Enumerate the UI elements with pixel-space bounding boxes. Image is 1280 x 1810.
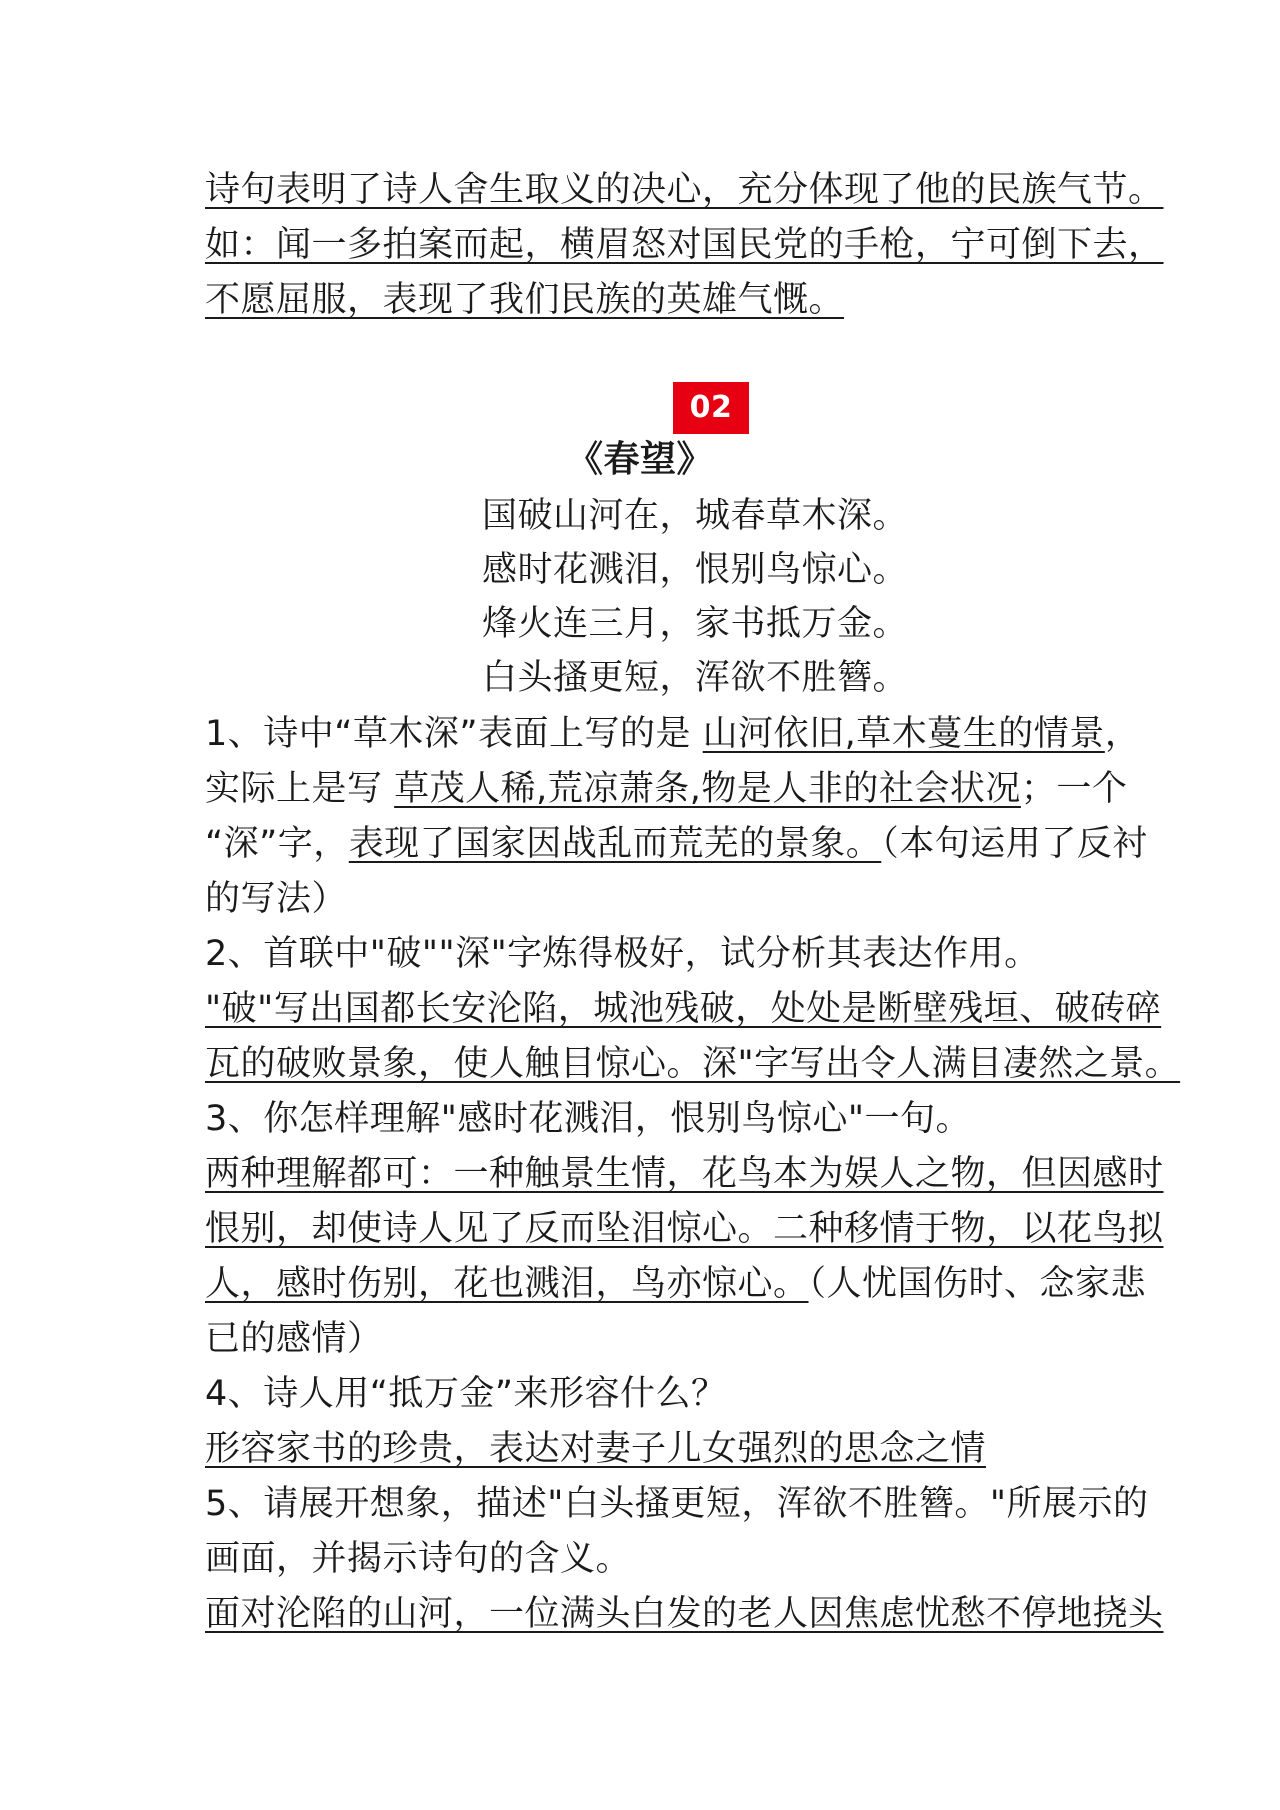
q3-question: 3、你怎样理解"感时花溅泪，恨别鸟惊心"一句。 bbox=[205, 1099, 971, 1139]
poem-title: 《春望》 bbox=[566, 439, 713, 480]
q1-question-text-4: “深”字， bbox=[205, 824, 349, 864]
intro-line-1: 诗句表明了诗人舍生取义的决心，充分体现了他的民族气节。 bbox=[205, 170, 1164, 210]
q1-question-text-3: ；一个 bbox=[1020, 769, 1128, 809]
poem-line-4: 白头搔更短，浑欲不胜簪。 bbox=[482, 658, 909, 698]
q3-answer-line-1: 两种理解都可：一种触景生情，花鸟本为娱人之物，但因感时 bbox=[205, 1154, 1164, 1194]
q1-note: （本句运用了反衬 bbox=[881, 824, 1148, 864]
q2-answer-line-2: 瓦的破败景象，使人触目惊心。深"字写出令人满目凄然之景。 bbox=[205, 1044, 1181, 1084]
q1-answer-2: 草茂人稀,荒凉萧条,物是人非的社会状况 bbox=[394, 769, 1021, 809]
q2-answer-line-1: "破"写出国都长安沦陷，城池残破，处处是断壁残垣、破砖碎 bbox=[205, 989, 1162, 1029]
intro-line-2: 如：闻一多拍案而起，横眉怒对国民党的手枪，宁可倒下去， bbox=[205, 225, 1164, 265]
q2-question: 2、首联中"破""深"字炼得极好，试分析其表达作用。 bbox=[205, 934, 1040, 974]
q3-note-end: 已的感情） bbox=[205, 1319, 383, 1359]
q1-answer-3: 表现了国家因战乱而荒芜的景象。 bbox=[348, 824, 882, 864]
poem-line-1: 国破山河在，城春草木深。 bbox=[482, 496, 909, 536]
q1-line-3 bbox=[205, 817, 1215, 872]
intro-line-3: 不愿屈服，表现了我们民族的英雄气慨。 bbox=[205, 280, 845, 320]
q4-answer-row bbox=[205, 1422, 1215, 1477]
q1-line-2 bbox=[205, 762, 1215, 817]
q1-answer-1: 山河依旧,草木蔓生的情景 bbox=[702, 714, 1105, 754]
q5-question-line-2: 画面，并揭示诗句的含义。 bbox=[205, 1539, 632, 1579]
q3-answer-tail: 人，感时伤别，花也溅泪，鸟亦惊心。 bbox=[205, 1264, 809, 1304]
q3-answer-line-2: 恨别，却使诗人见了反而坠泪惊心。二种移情于物，以花鸟拟 bbox=[205, 1209, 1164, 1249]
q1-question-text-2: 实际上是写 bbox=[205, 769, 395, 809]
q1-punct: ， bbox=[1104, 714, 1141, 754]
q3-note: （人忧国伤时、念家悲 bbox=[808, 1264, 1147, 1304]
poem-line-2: 感时花溅泪，恨别鸟惊心。 bbox=[482, 550, 909, 590]
q3-answer-line-3 bbox=[205, 1257, 1215, 1312]
q4-answer: 形容家书的珍贵，表达对妻子儿女强烈的思念之情 bbox=[205, 1429, 987, 1469]
q1-line-4: 的写法） bbox=[205, 879, 348, 919]
poem-line-3: 烽火连三月，家书抵万金。 bbox=[482, 604, 909, 644]
q4-question: 4、诗人用“抵万金”来形容什么？ bbox=[205, 1374, 727, 1414]
qa-section bbox=[205, 707, 1215, 1642]
intro-paragraph bbox=[205, 163, 1215, 328]
section-number-badge: 02 bbox=[673, 382, 749, 434]
q1-question-text: 1、诗中“草木深”表面上写的是 bbox=[205, 714, 703, 754]
poem-body bbox=[482, 489, 1082, 705]
q1-line-1 bbox=[205, 707, 1215, 762]
q5-answer-line-1: 面对沦陷的山河，一位满头白发的老人因焦虑忧愁不停地挠头 bbox=[205, 1594, 1164, 1634]
q5-question-line-1: 5、请展开想象，描述"白头搔更短，浑欲不胜簪。"所展示的 bbox=[205, 1484, 1149, 1524]
